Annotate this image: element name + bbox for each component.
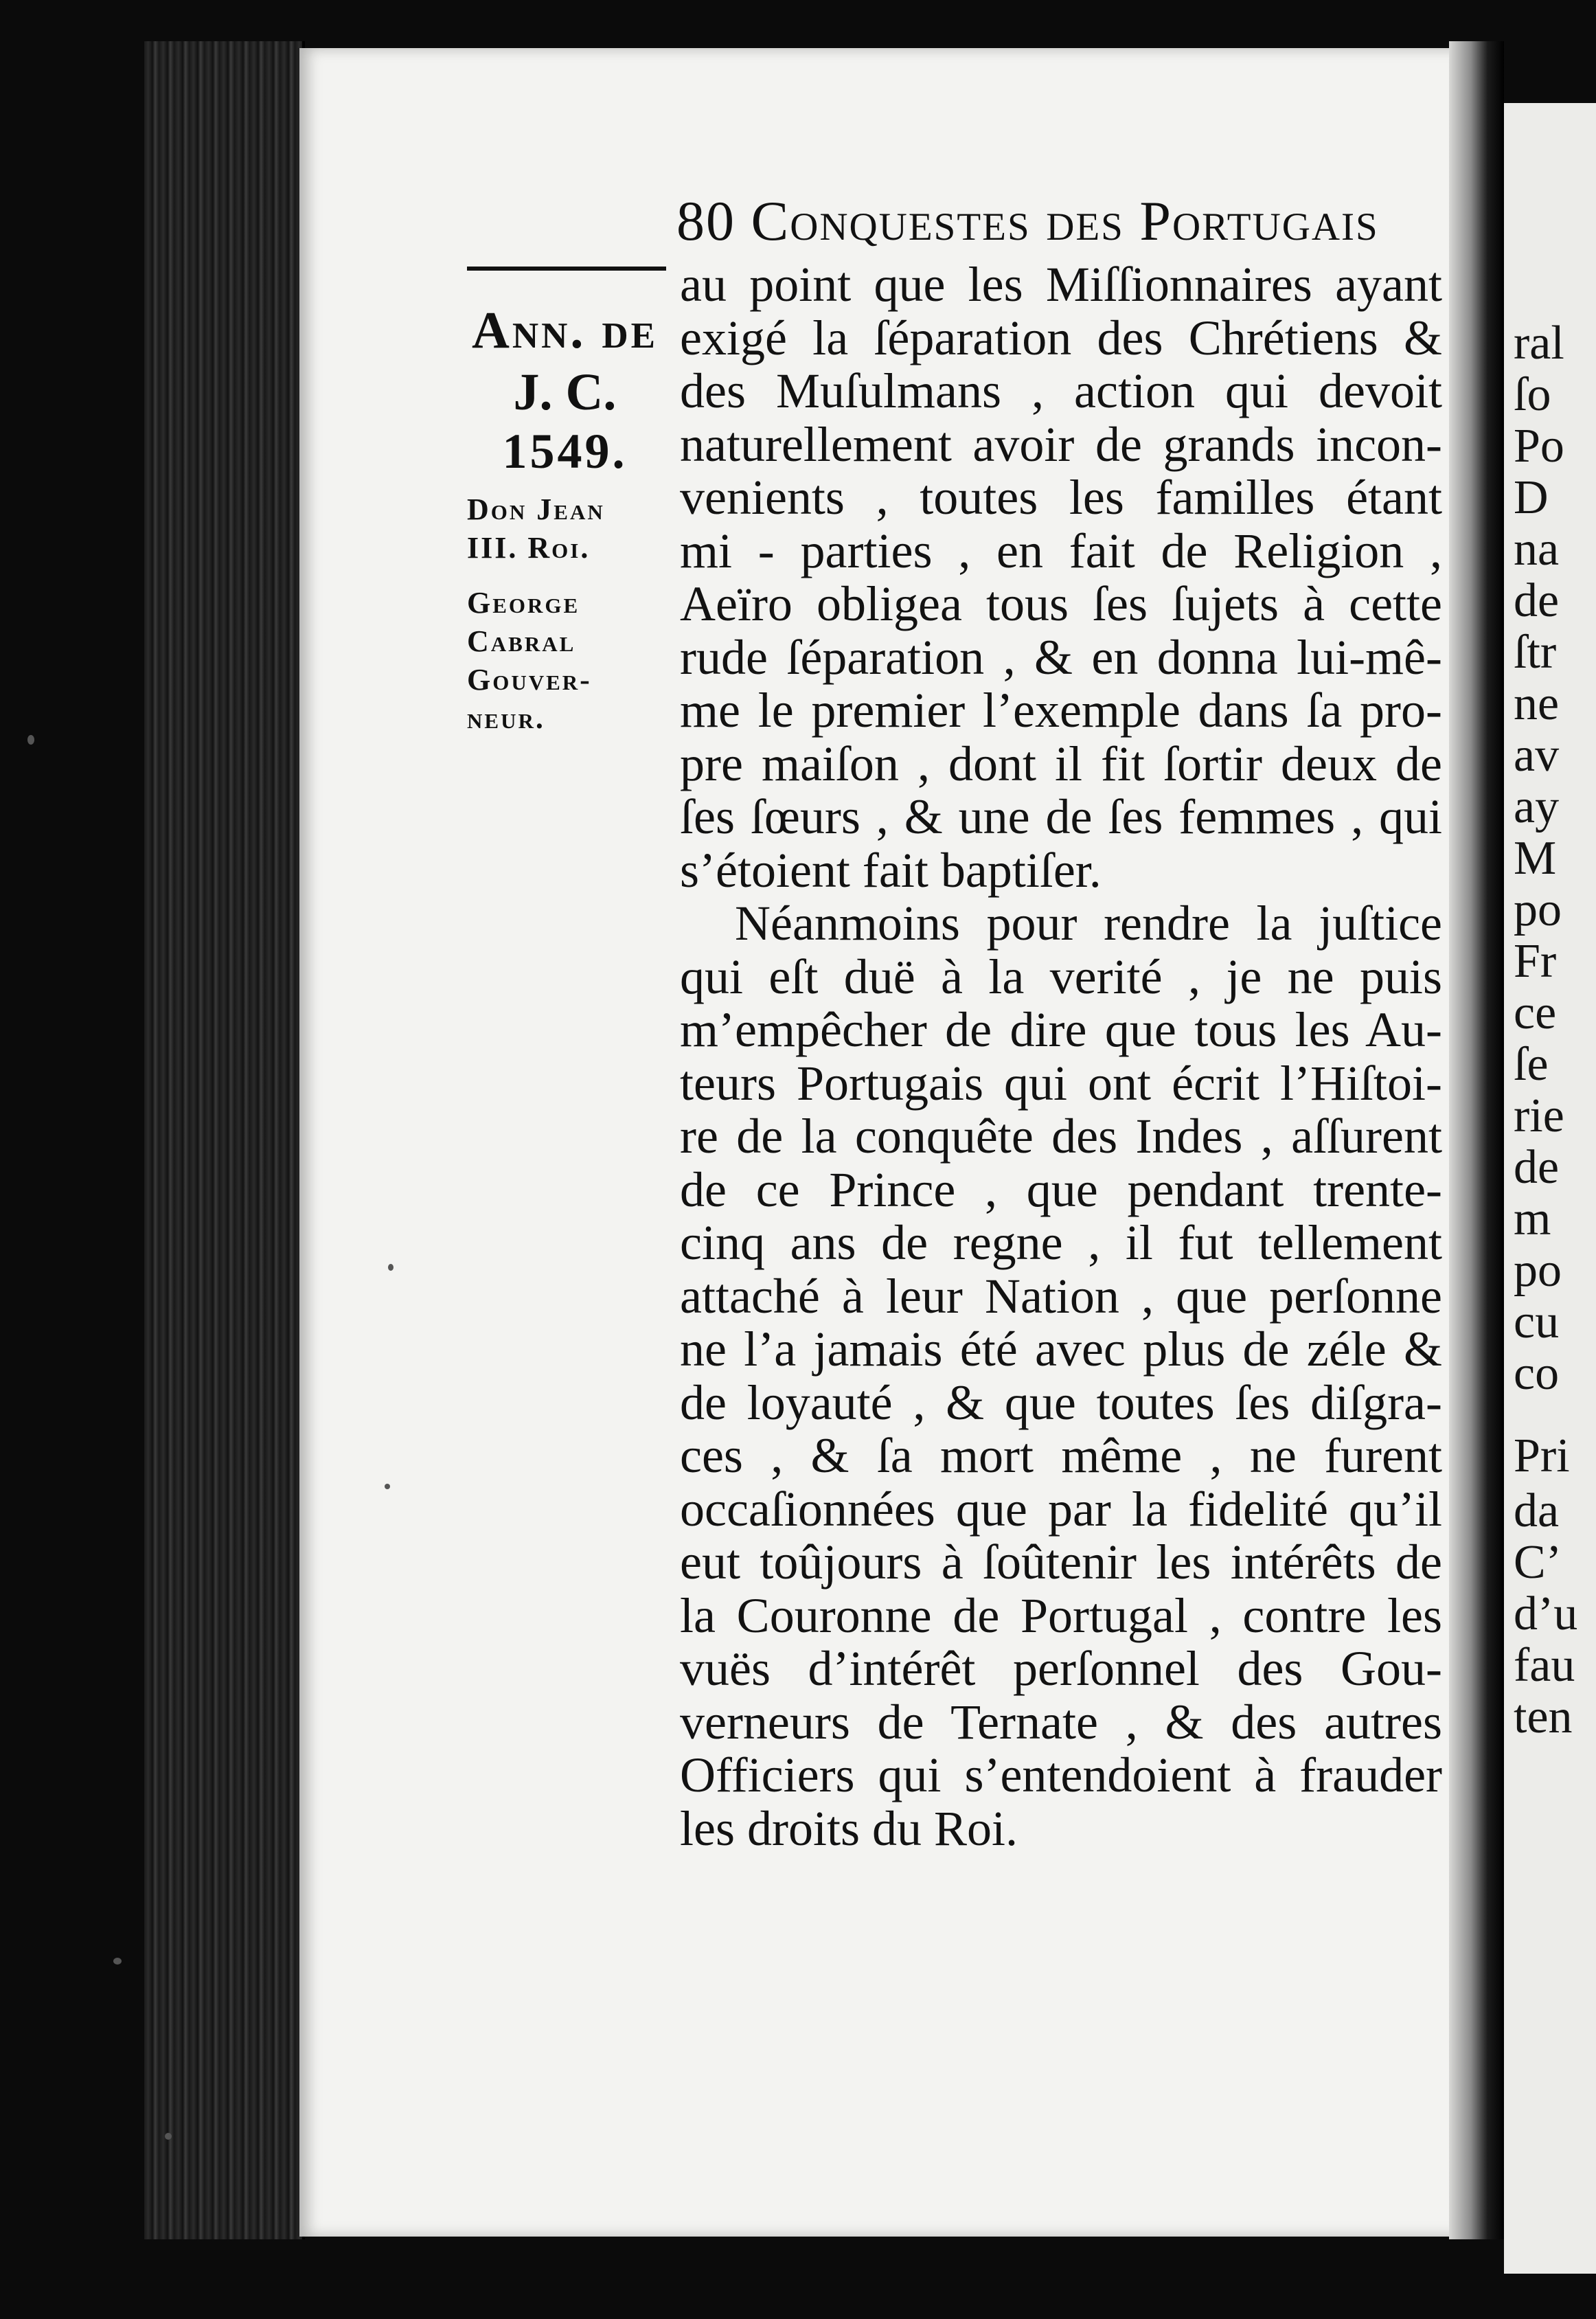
running-title: Conquestes des Portugais	[751, 190, 1379, 252]
text-line: s’étoient fait baptiſer.	[680, 842, 1102, 898]
page-number: 80	[676, 190, 736, 252]
margin-ann-de: Ann. de	[471, 302, 659, 359]
text-line: occaſionnées que par la fidelité qu’il	[680, 1481, 1442, 1537]
text-line: la Couronne de Portugal , contre les	[680, 1587, 1442, 1643]
facing-text-fragment: d’u	[1514, 1587, 1578, 1640]
facing-text-fragment: ay	[1514, 780, 1560, 833]
facing-page	[1504, 103, 1596, 2274]
margin-year: 1549.	[502, 424, 628, 479]
facing-text-fragment: po	[1514, 883, 1562, 936]
margin-note-line: III. Roi.	[467, 531, 591, 565]
text-line: pre maiſon , dont il fit ſortir deux de	[680, 736, 1442, 791]
margin-notes	[460, 295, 670, 739]
text-line: cinq ans de regne , il fut tellement	[680, 1215, 1442, 1270]
facing-text-fragment: ſtr	[1514, 626, 1557, 679]
text-line: au point que les Miſſionnaires ayant	[680, 257, 1442, 312]
facing-text-fragment: av	[1514, 729, 1560, 782]
text-line: me le premier l’exemple dans ſa pro-	[680, 683, 1442, 738]
facing-text-fragment: co	[1514, 1347, 1560, 1400]
facing-text-fragment: ce	[1514, 986, 1557, 1039]
scan-speck	[385, 1484, 390, 1489]
scan-speck	[113, 1958, 122, 1965]
facing-text-fragment: de	[1514, 574, 1560, 627]
facing-text-fragment: rie	[1514, 1089, 1564, 1142]
text-line: verneurs de Ternate , & des autres	[680, 1694, 1442, 1750]
facing-text-fragment: po	[1514, 1244, 1562, 1297]
facing-text-fragment: ne	[1514, 677, 1560, 730]
margin-note-line: Gouver-	[467, 663, 592, 697]
facing-text-fragment: m	[1514, 1192, 1551, 1245]
facing-text-fragment: C’	[1514, 1536, 1562, 1589]
facing-text-fragment: Po	[1514, 420, 1564, 473]
facing-text-fragment: cu	[1514, 1296, 1560, 1348]
scan-speck	[27, 735, 34, 745]
scan-speck	[165, 2133, 172, 2140]
text-line: Officiers qui s’entendoient à frauder	[680, 1747, 1442, 1802]
facing-text-fragment: fau	[1514, 1639, 1575, 1692]
text-line: ſes ſœurs , & une de ſes femmes , qui	[680, 789, 1442, 844]
text-line: teurs Portugais qui ont écrit l’Hiſtoi-	[680, 1055, 1442, 1111]
text-line: exigé la ſéparation des Chrétiens &	[680, 310, 1442, 365]
text-line: de ce Prince , que pendant trente-	[680, 1162, 1442, 1217]
facing-text-fragment: Pri	[1514, 1429, 1570, 1482]
margin-note-line: George	[467, 586, 580, 620]
text-line: eut toûjours à ſoûtenir les intérêts de	[680, 1535, 1442, 1590]
facing-text-fragment: ten	[1514, 1690, 1573, 1743]
margin-jc: J. C.	[513, 363, 617, 421]
facing-text-fragment: ral	[1514, 317, 1564, 370]
text-line: mi - parties , en fait de Religion ,	[680, 523, 1442, 578]
margin-note-line: Don Jean	[467, 493, 605, 526]
margin-note-line: neur.	[467, 701, 545, 735]
facing-text-fragment: ſo	[1514, 368, 1551, 421]
text-line: qui eſt duë à la verité , je ne puis	[680, 949, 1442, 1004]
text-line: Aeïro obligea tous ſes ſujets à cette	[680, 576, 1442, 631]
text-line: de loyauté , & que toutes ſes diſgra-	[680, 1375, 1442, 1430]
text-line: venients , toutes les familles étant	[680, 470, 1442, 525]
body-text	[680, 258, 1442, 1855]
text-line: m’empêcher de dire que tous les Au-	[680, 1002, 1442, 1057]
text-line: des Muſulmans , action qui devoit	[680, 363, 1442, 418]
text-line: vuës d’intérêt perſonnel des Gou-	[680, 1641, 1442, 1696]
text-line: naturellement avoir de grands incon-	[680, 416, 1442, 472]
facing-text-fragment: da	[1514, 1484, 1560, 1537]
margin-rule	[467, 267, 666, 271]
facing-text-fragment: ſe	[1514, 1038, 1549, 1091]
book-page-edges	[144, 41, 305, 2239]
text-line: ne l’a jamais été avec plus de zéle &	[680, 1322, 1442, 1377]
text-line: re de la conquête des Indes , aſſurent	[680, 1109, 1442, 1164]
facing-text-fragment: na	[1514, 523, 1560, 576]
running-head	[676, 189, 1411, 253]
margin-note-line: Cabral	[467, 624, 576, 658]
facing-text-fragment: Fr	[1514, 935, 1557, 988]
text-line: Néanmoins pour rendre la juſtice	[735, 896, 1442, 951]
book-gutter	[1449, 41, 1504, 2239]
text-line: rude ſéparation , & en donna lui-mê-	[680, 629, 1442, 685]
scan-speck	[388, 1264, 394, 1271]
facing-text-fragment: M	[1514, 832, 1557, 885]
text-line: attaché à leur Nation , que perſonne	[680, 1268, 1442, 1324]
facing-text-fragment: D	[1514, 471, 1549, 524]
facing-text-fragment: de	[1514, 1141, 1560, 1194]
text-line: ces , & ſa mort même , ne furent	[680, 1428, 1442, 1483]
text-line: les droits du Roi.	[680, 1800, 1018, 1856]
